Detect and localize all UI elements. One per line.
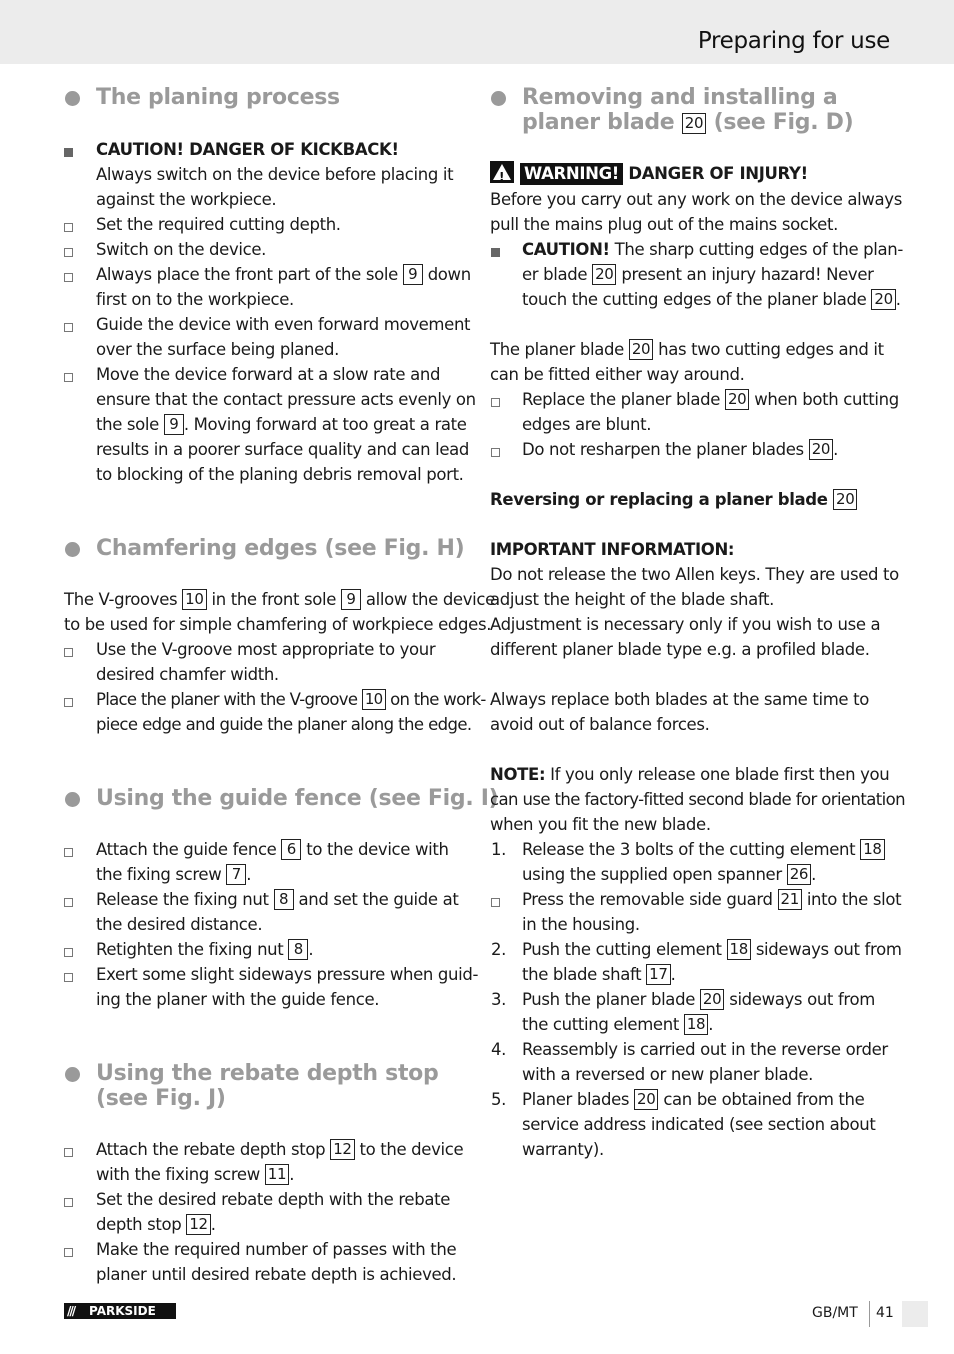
text-span: Attach the rebate depth stop: [96, 1140, 326, 1159]
text-line: Always switch on the device before placing it: [96, 165, 454, 184]
reference-number: 10: [182, 589, 206, 610]
square-bullet-icon: [64, 948, 73, 957]
text-span: Always place the front part of the sole: [96, 265, 398, 284]
filled-bullet-icon: [64, 148, 73, 157]
list-item: [522, 387, 899, 412]
reference-number: 9: [164, 414, 184, 435]
list-item: [522, 887, 901, 912]
step-item: [522, 1087, 864, 1112]
text-line: [522, 262, 874, 287]
text-line: the cutting element 18 .: [522, 1015, 714, 1034]
square-bullet-icon: [64, 973, 73, 982]
text-line: touch the cutting edges of the planer blade 20 .: [522, 290, 901, 309]
text-span: Replace the planer blade: [522, 390, 721, 409]
text-line: to be used for simple chamfering of workpiece edges.: [64, 615, 492, 634]
text-span: to the device: [359, 1140, 464, 1159]
square-bullet-icon: [491, 448, 500, 457]
reference-number: 8: [288, 939, 308, 960]
reference-number: 20: [634, 1089, 658, 1110]
step-number: 1.: [491, 840, 507, 859]
list-item: Switch on the device.: [96, 240, 267, 259]
text-line: edges are blunt.: [522, 415, 652, 434]
text-line: service address indicated (see section about: [522, 1115, 876, 1134]
square-bullet-icon: [64, 1148, 73, 1157]
reference-number: 10: [362, 689, 386, 710]
text-span: The sharp cutting edges of the plan-: [614, 240, 904, 259]
text-span: er blade: [522, 265, 588, 284]
text-span: allow the device: [365, 590, 495, 609]
text-line: ensure that the contact pressure acts evenly on: [96, 390, 476, 409]
step-item: [522, 937, 902, 962]
section-heading-planing: The planing process: [96, 85, 340, 110]
section-heading-fence: Using the guide fence (see Fig. I): [96, 786, 499, 811]
text-span: Planer blades: [522, 1090, 630, 1109]
heading-bullet-icon: [491, 91, 506, 106]
step-number: 3.: [491, 990, 507, 1009]
text-line: planer until desired rebate depth is achieved.: [96, 1265, 457, 1284]
list-item: Move the device forward at a slow rate and: [96, 365, 441, 384]
text-span: Push the planer blade: [522, 990, 695, 1009]
text-span: Release the 3 bolts of the cutting element: [522, 840, 856, 859]
subheading-important: IMPORTANT INFORMATION:: [490, 540, 735, 559]
reference-number: 18: [684, 1014, 708, 1035]
reference-number: 12: [186, 1214, 210, 1235]
text-span: sideways out from: [729, 990, 875, 1009]
brand-name: PARKSIDE: [89, 1304, 156, 1318]
text-line: using the supplied open spanner 26 .: [522, 865, 816, 884]
text-line: first on to the workpiece.: [96, 290, 294, 309]
text-line: avoid out of balance forces.: [490, 715, 710, 734]
text-line: [490, 337, 884, 362]
section-heading-rebate: Using the rebate depth stop: [96, 1061, 439, 1086]
text-line: can use the factory-fitted second blade for orientation: [490, 790, 905, 809]
step-number: 2.: [491, 940, 507, 959]
text-span: down: [427, 265, 471, 284]
section-heading-blade: Removing and installing a: [522, 85, 838, 110]
text-span: in the front sole: [211, 590, 337, 609]
reference-number: 20: [592, 264, 616, 285]
reference-number: 7: [226, 864, 246, 885]
reference-number: 6: [281, 839, 301, 860]
section-heading-rebate-line2: (see Fig. J): [96, 1086, 226, 1111]
page-title: Preparing for use: [697, 28, 890, 54]
text-span: has two cutting edges and it: [658, 340, 884, 359]
reference-number: 11: [265, 1164, 289, 1185]
list-item: [96, 837, 449, 862]
text-line: results in a poorer surface quality and can lead: [96, 440, 470, 459]
text-span: to the device with: [306, 840, 449, 859]
square-bullet-icon: [64, 1248, 73, 1257]
text-span: with the fixing screw: [96, 1165, 260, 1184]
text-line: the desired distance.: [96, 915, 263, 934]
caution-label: CAUTION!: [522, 240, 610, 259]
text-line: the blade shaft 17 .: [522, 965, 676, 984]
text-span: Do not resharpen the planer blades: [522, 440, 804, 459]
reference-number: 26: [787, 864, 811, 885]
parkside-logo: [64, 1303, 176, 1319]
text-line: with a reversed or new planer blade.: [522, 1065, 814, 1084]
text-span: sideways out from: [755, 940, 902, 959]
text-line: can be fitted either way around.: [490, 365, 745, 384]
text-span: Retighten the fixing nut: [96, 940, 284, 959]
text-span: the blade shaft: [522, 965, 642, 984]
footer-divider: [869, 1301, 870, 1327]
logo-stripes-icon: ///: [67, 1304, 75, 1318]
text-line: warranty).: [522, 1140, 604, 1159]
square-bullet-icon: [64, 248, 73, 257]
list-item: [96, 1137, 463, 1162]
text-span: and set the guide at: [298, 890, 459, 909]
text-line: to blocking of the planing debris removal port.: [96, 465, 464, 484]
text-span: Place the planer with the V-groove: [96, 690, 358, 709]
list-item: Guide the device with even forward movement: [96, 315, 471, 334]
text-line: piece edge and guide the planer along the edge.: [96, 715, 472, 734]
text-span: Reversing or replacing a planer blade: [490, 490, 828, 509]
section-heading-chamfer: Chamfering edges (see Fig. H): [96, 536, 465, 561]
filled-bullet-icon: [491, 248, 500, 257]
step-number: 5.: [491, 1090, 507, 1109]
reference-number: 20: [809, 439, 833, 460]
text-span: the sole: [96, 415, 159, 434]
list-item: Make the required number of passes with the: [96, 1240, 457, 1259]
text-line: adjust the height of the blade shaft.: [490, 590, 775, 609]
reference-number: 9: [403, 264, 423, 285]
warning-triangle-icon: [490, 161, 514, 183]
square-bullet-icon: [491, 398, 500, 407]
list-item: [96, 687, 486, 712]
list-item: Use the V-groove most appropriate to your: [96, 640, 436, 659]
reference-number: 18: [727, 939, 751, 960]
text-line: in the housing.: [522, 915, 640, 934]
heading-bullet-icon: [65, 792, 80, 807]
text-span: If you only release one blade first then you: [550, 765, 890, 784]
warning-text: DANGER OF INJURY!: [628, 164, 808, 183]
text-line: desired chamfer width.: [96, 665, 279, 684]
square-bullet-icon: [64, 223, 73, 232]
reference-number: 20: [629, 339, 653, 360]
list-item: Set the desired rebate depth with the rebate: [96, 1190, 451, 1209]
list-item: Set the required cutting depth.: [96, 215, 341, 234]
square-bullet-icon: [64, 848, 73, 857]
text-span: using the supplied open spanner: [522, 865, 782, 884]
text-span: Release the fixing nut: [96, 890, 269, 909]
text-span: . Moving forward at too great a rate: [183, 415, 467, 434]
section-heading-blade-line2: [522, 110, 853, 135]
square-bullet-icon: [491, 898, 500, 907]
page-number: 41: [876, 1305, 894, 1321]
reference-number: 21: [778, 889, 802, 910]
square-bullet-icon: [64, 648, 73, 657]
language-code: GB/MT: [812, 1305, 858, 1321]
text-span: The V-grooves: [64, 590, 178, 609]
text-line: against the workpiece.: [96, 190, 277, 209]
reference-number: 12: [330, 1139, 354, 1160]
text-line: when you fit the new blade.: [490, 815, 711, 834]
caution-line: [522, 237, 903, 262]
reference-number: 20: [725, 389, 749, 410]
subheading-reversing: [490, 487, 857, 512]
text-line: Always replace both blades at the same time to: [490, 690, 869, 709]
text-line: Do not release the two Allen keys. They are used to: [490, 565, 899, 584]
heading-bullet-icon: [65, 1067, 80, 1082]
list-item: Retighten the fixing nut 8 .: [96, 940, 314, 959]
reference-number: 9: [341, 589, 361, 610]
step-item: [522, 837, 885, 862]
warning-line: [490, 161, 808, 186]
step-item: Reassembly is carried out in the reverse order: [522, 1040, 888, 1059]
text-span: present an injury hazard! Never: [621, 265, 874, 284]
text-span: depth stop: [96, 1215, 182, 1234]
note-label: NOTE:: [490, 765, 546, 784]
caution-label: CAUTION! DANGER OF KICKBACK!: [96, 140, 399, 159]
text-span: on the work-: [390, 690, 486, 709]
footer-tab: [902, 1301, 928, 1327]
text-line: [96, 412, 467, 437]
list-item: [96, 887, 459, 912]
text-span: (see Fig. D): [713, 110, 854, 135]
text-line: over the surface being planed.: [96, 340, 339, 359]
text-line: Before you carry out any work on the device always: [490, 190, 902, 209]
square-bullet-icon: [64, 1198, 73, 1207]
text-line: pull the mains plug out of the mains socket.: [490, 215, 838, 234]
square-bullet-icon: [64, 273, 73, 282]
text-line: [64, 587, 495, 612]
text-span: planer blade: [522, 110, 675, 135]
text-span: can be obtained from the: [663, 1090, 865, 1109]
text-span: Press the removable side guard: [522, 890, 773, 909]
text-span: Attach the guide fence: [96, 840, 277, 859]
text-span: into the slot: [806, 890, 902, 909]
heading-bullet-icon: [65, 542, 80, 557]
text-line: different planer blade type e.g. a profiled blade.: [490, 640, 870, 659]
heading-bullet-icon: [65, 91, 80, 106]
list-item: Do not resharpen the planer blades 20 .: [522, 440, 838, 459]
reference-number: 20: [871, 289, 895, 310]
reference-number: 20: [682, 113, 707, 134]
text-span: when both cutting: [754, 390, 899, 409]
note-line: [490, 762, 889, 787]
text-span: touch the cutting edges of the planer blade: [522, 290, 867, 309]
reference-number: 20: [700, 989, 724, 1010]
text-line: ing the planer with the guide fence.: [96, 990, 380, 1009]
reference-number: 18: [860, 839, 884, 860]
reference-number: 20: [833, 489, 857, 510]
text-span: the cutting element: [522, 1015, 679, 1034]
square-bullet-icon: [64, 323, 73, 332]
text-line: with the fixing screw 11 .: [96, 1165, 295, 1184]
square-bullet-icon: [64, 373, 73, 382]
text-span: The planer blade: [490, 340, 624, 359]
warning-label: WARNING!: [520, 163, 623, 185]
text-line: depth stop 12 .: [96, 1215, 216, 1234]
reference-number: 8: [274, 889, 294, 910]
step-item: [522, 987, 875, 1012]
text-line: the fixing screw 7 .: [96, 865, 252, 884]
list-item: Exert some slight sideways pressure when guid-: [96, 965, 479, 984]
square-bullet-icon: [64, 898, 73, 907]
text-line: Adjustment is necessary only if you wish to use a: [490, 615, 881, 634]
text-span: the fixing screw: [96, 865, 222, 884]
square-bullet-icon: [64, 698, 73, 707]
step-number: 4.: [491, 1040, 507, 1059]
reference-number: 17: [646, 964, 670, 985]
text-span: Push the cutting element: [522, 940, 722, 959]
list-item: [96, 262, 471, 287]
